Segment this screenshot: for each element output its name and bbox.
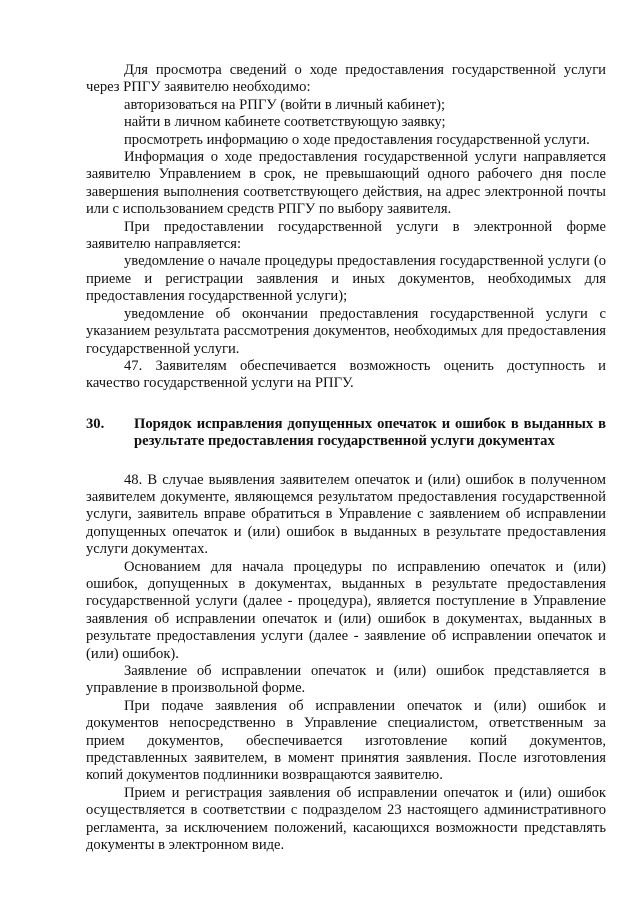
section-title: Порядок исправления допущенных опечаток и ошибок в выданных в результате предоставления государственной услуги документах [134, 415, 606, 450]
paragraph: 47. Заявителям обеспечивается возможность оценить доступность и качество государственной услуги на РПГУ. [86, 357, 606, 392]
paragraph: Основанием для начала процедуры по исправлению опечаток и (или) ошибок, допущенных в документах, выданных в результате предоставления государственной услуги (далее - процедура), является поступление в Управление заявления об исправлении опечаток и (или) ошибок в документах, выданных в результате предоставления услуги (далее - заявление об исправлении опечаток и (или) ошибок). [86, 558, 606, 662]
paragraph: уведомление об окончании предоставления государственной услуги с указанием результата рассмотрения документов, необходимых для предоставления государственной услуги. [86, 305, 606, 357]
section-heading [86, 416, 606, 451]
paragraph: уведомление о начале процедуры предоставления государственной услуги (о приеме и регистрации заявления и иных документов, необходимых для предоставления государственной услуги); [86, 253, 606, 305]
top-paragraphs [86, 62, 606, 393]
paragraph: Прием и регистрация заявления об исправлении опечаток и (или) ошибок осуществляется в соответствии с подразделом 23 настоящего административного регламента, за исключением положений, касающихся возможности представлять документы в электронном виде. [86, 784, 606, 854]
paragraph: Для просмотра сведений о ходе предоставления государственной услуги через РПГУ заявителю необходимо: [86, 62, 606, 96]
paragraph: найти в личном кабинете соответствующую заявку; [124, 114, 446, 131]
document-page [86, 62, 606, 854]
paragraph: При подаче заявления об исправлении опечаток и (или) ошибок и документов непосредственно в Управление специалистом, ответственным за прием документов, обеспечивается изготовление копий документов, представленных заявителем, в момент принятия заявления. После изготовления копий документов подлинники возвращаются заявителю. [86, 697, 606, 784]
paragraph: 48. В случае выявления заявителем опечаток и (или) ошибок в полученном заявителем документе, являющемся результатом предоставления государственной услуги, заявитель вправе обратиться в Управление с заявлением об исправлении допущенных опечаток и (или) ошибок в выданных в результате предоставления услуги документах. [86, 471, 606, 558]
section-number: 30. [86, 415, 105, 432]
paragraph: Заявление об исправлении опечаток и (или) ошибок представляется в управление в произвольной форме. [86, 663, 606, 697]
paragraph: При предоставлении государственной услуги в электронной форме заявителю направляется: [86, 218, 606, 253]
paragraph: Информация о ходе предоставления государственной услуги направляется заявителю Управлением в срок, не превышающий одного рабочего дня после завершения выполнения соответствующего действия, на адрес электронной почты или с использованием средств РПГУ по выбору заявителя. [86, 149, 606, 218]
paragraph: авторизоваться на РПГУ (войти в личный кабинет); [124, 96, 446, 113]
paragraph: просмотреть информацию о ходе предоставления государственной услуги. [124, 131, 590, 148]
bottom-paragraphs [86, 472, 606, 855]
